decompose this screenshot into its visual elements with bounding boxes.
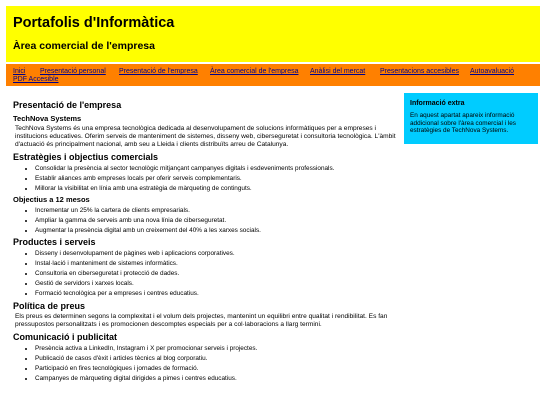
list-item: • Millorar la visibilitat en línia amb una estratègia de màrqueting de continguts. xyxy=(35,184,398,194)
products-list xyxy=(13,249,398,299)
list-item: • Participació en fires tecnològiques i jornades de formació. xyxy=(35,364,398,374)
extra-info-text: En aquest apartat apareix informació addicional sobre l'àrea comercial i les estratègies de TechNova Systems. xyxy=(410,112,517,134)
section-heading-objectius: Objectius a 12 mesos xyxy=(13,195,90,204)
communication-list xyxy=(13,344,398,384)
pricing-description: Els preus es determinen segons la complexitat i el volum dels projectes, mantenint un equilibri entre qualitat i rendibilitat. Es fan pressupostos personalitzats i es promocionen descomptes especials per a col·laboracions a llarg termini. xyxy=(15,313,388,328)
objectives-list xyxy=(13,206,398,236)
nav-link-autoavaluacio[interactable]: Autoavaluació xyxy=(470,68,514,75)
company-description: TechNova Systems és una empresa tecnològica dedicada al desenvolupament de solucions informàtiques per a empreses i institucions educatives. Oferim serveis de manteniment de sistemes, disseny web, ciberseguretat i consultoria tecnològica. L'àmbit d'actuació és principalment nacional, amb seu a Lleida i clients distribuïts arreu de Catalunya. xyxy=(15,125,396,148)
list-item: • Establir aliances amb empreses locals per oferir serveis complementaris. xyxy=(35,174,398,184)
strategies-list xyxy=(13,164,398,194)
site-subtitle: Àrea comercial de l'empresa xyxy=(13,40,155,52)
list-item: • Publicació de casos d'èxit i articles tècnics al blog corporatiu. xyxy=(35,354,398,364)
list-item: • Campanyes de màrqueting digital dirigides a pimes i centres educatius. xyxy=(35,374,398,384)
nav-link-presentacions-accesibles[interactable]: Presentacions accesibles xyxy=(380,68,459,75)
extra-info-box xyxy=(404,93,538,144)
list-item: • Formació tecnològica per a empreses i centres educatius. xyxy=(35,289,398,299)
nav-link-pdf-accesible[interactable]: PDF Accesible xyxy=(13,76,59,83)
nav-link-presentacio-personal[interactable]: Presentació personal xyxy=(40,68,106,75)
section-heading-preus: Política de preus xyxy=(13,301,86,311)
section-heading-presentacio: Presentació de l'empresa xyxy=(13,100,122,110)
list-item: • Gestió de servidors i xarxes locals. xyxy=(35,279,398,289)
site-title: Portafolis d'Informàtica xyxy=(13,15,175,31)
section-heading-estrategies: Estratègies i objectius comercials xyxy=(13,152,159,162)
section-heading-comunicacio: Comunicació i publicitat xyxy=(13,332,118,342)
nav-link-analisi-mercat[interactable]: Anàlisi del mercat xyxy=(310,68,366,75)
list-item: • Disseny i desenvolupament de pàgines web i aplicacions corporatives. xyxy=(35,249,398,259)
nav-link-area-comercial[interactable]: Àrea comercial de l'empresa xyxy=(210,68,299,75)
company-name: TechNova Systems xyxy=(13,114,82,123)
nav-link-presentacio-empresa[interactable]: Presentació de l'empresa xyxy=(119,68,198,75)
list-item: • Presència activa a LinkedIn, Instagram i X per promocionar serveis i projectes. xyxy=(35,344,398,354)
site-header xyxy=(6,6,540,62)
list-item: • Ampliar la gamma de serveis amb una nova línia de ciberseguretat. xyxy=(35,216,398,226)
main-navigation xyxy=(6,64,540,86)
list-item: • Incrementar un 25% la cartera de clients empresarials. xyxy=(35,206,398,216)
list-item: • Instal·lació i manteniment de sistemes informàtics. xyxy=(35,259,398,269)
list-item: • Consultoria en ciberseguretat i protecció de dades. xyxy=(35,269,398,279)
nav-link-inici[interactable]: Inici xyxy=(13,68,26,75)
list-item: • Consolidar la presència al sector tecnològic mitjançant campanyes digitals i esdeveniments professionals. xyxy=(35,164,398,174)
extra-info-title: Informació extra xyxy=(410,100,465,107)
section-heading-productes: Productes i serveis xyxy=(13,237,96,247)
main-content xyxy=(13,100,398,384)
list-item: • Augmentar la presència digital amb un creixement del 40% a les xarxes socials. xyxy=(35,226,398,236)
